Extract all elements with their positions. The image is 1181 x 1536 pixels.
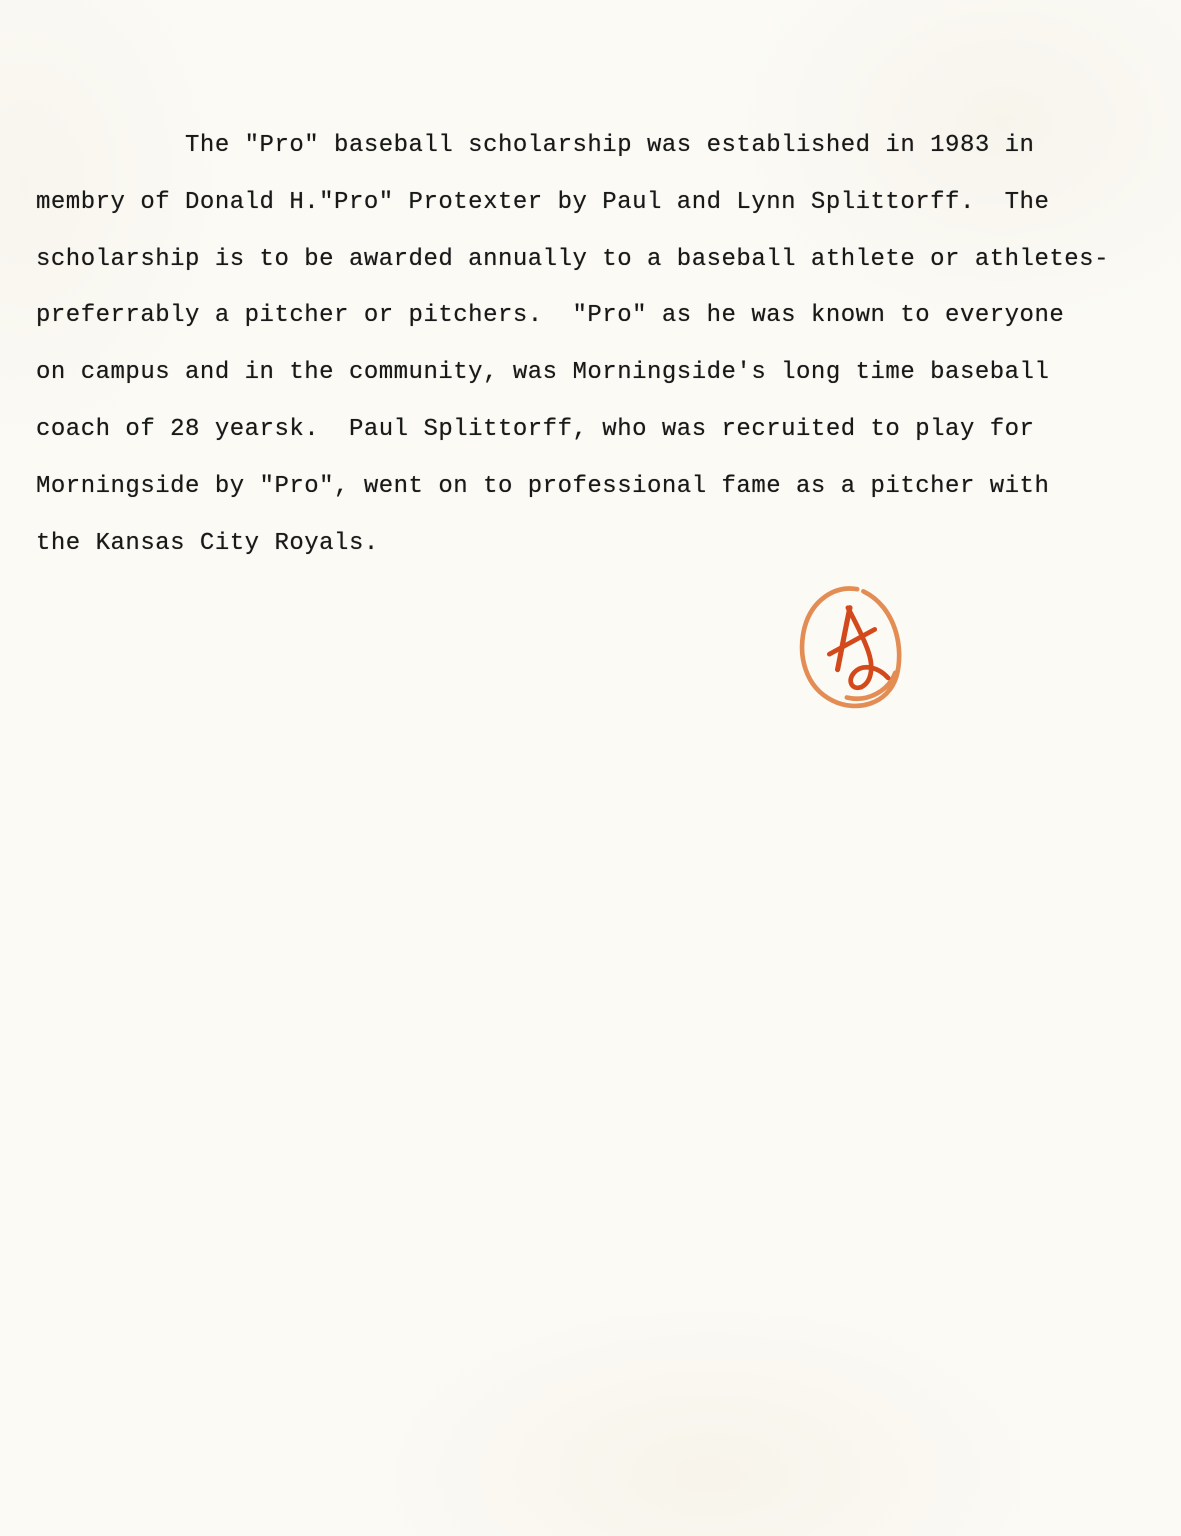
typed-line: The "Pro" baseball scholarship was established in 1983 in xyxy=(36,132,1035,159)
typed-line: the Kansas City Royals. xyxy=(36,529,379,557)
typed-line: coach of 28 yearsk. Paul Splittorff, who was recruited to play for xyxy=(36,415,1035,443)
typed-paragraph xyxy=(36,118,1146,572)
typed-line: on campus and in the community, was Morningside's long time baseball xyxy=(36,359,1050,387)
handwritten-circled-a-mark xyxy=(795,582,909,716)
typed-line: preferrably a pitcher or pitchers. ʺProʺ as he was known to everyone xyxy=(36,302,1065,330)
typed-line: Morningside by ʺProʺ, went on to professional fame as a pitcher with xyxy=(36,472,1050,500)
typed-line: scholarship is to be awarded annually to a baseball athlete or athletes- xyxy=(36,245,1109,273)
typed-line: membry of Donald H.ʺProʺ Protexter by Paul and Lynn Splittorff. The xyxy=(36,188,1050,216)
circled-a-icon xyxy=(795,582,909,716)
